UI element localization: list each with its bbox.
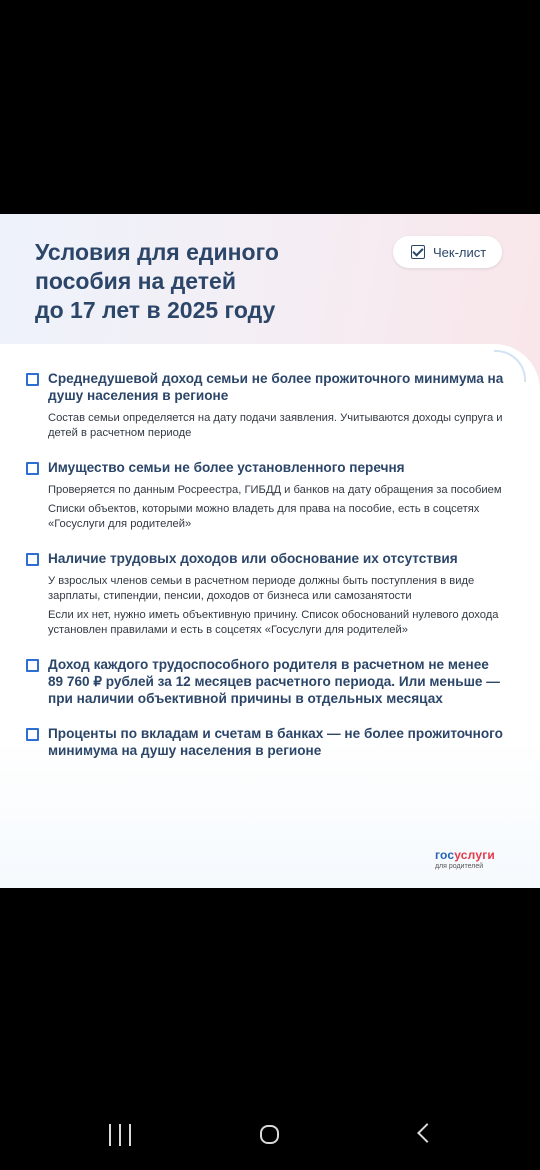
card-title: Условия для единого пособия на детей до 17 лет в 2025 году — [35, 239, 279, 323]
logo-part-2: услуги — [454, 848, 495, 862]
item-heading: Имущество семьи не более установленного перечня — [48, 460, 405, 475]
list-item — [26, 459, 506, 532]
item-detail: У взрослых членов семьи в расчетном периоде должны быть поступления в виде зарплаты, стипендии, пенсии, доходов от бизнеса или самозанятости — [48, 575, 475, 602]
list-item — [26, 550, 506, 638]
checklist-chip — [393, 236, 502, 268]
checkbox-check-icon — [411, 245, 425, 259]
recents-icon[interactable] — [109, 1124, 131, 1146]
item-detail: Состав семьи определяется на дату подачи заявления. Учитываются доходы супруга и детей в расчетном периоде — [48, 412, 503, 439]
list-item — [26, 725, 506, 759]
item-detail: Если их нет, нужно иметь объективную причину. Список обоснований нулевого дохода установлен правилами и есть в соцсетях «Госуслуги для родителей» — [48, 609, 499, 636]
list-item — [26, 370, 506, 441]
system-navigation-bar — [0, 1100, 540, 1170]
chip-label: Чек-лист — [433, 244, 487, 260]
checkbox-icon — [26, 373, 39, 386]
item-detail: Проверяется по данным Росреестра, ГИБДД и банков на дату обращения за пособием — [48, 484, 502, 496]
checkbox-icon — [26, 553, 39, 566]
conditions-list — [26, 370, 506, 777]
back-icon[interactable] — [417, 1123, 437, 1143]
checklist-card — [0, 214, 540, 888]
item-detail: Списки объектов, которыми можно владеть для права на пособие, есть в соцсетях «Госуслуги для родителей» — [48, 503, 480, 530]
list-item — [26, 656, 506, 707]
checkbox-icon — [26, 728, 39, 741]
item-heading: Наличие трудовых доходов или обоснование их отсутствия — [48, 551, 458, 566]
item-heading: Среднедушевой доход семьи не более прожиточного минимума на душу населения в регионе — [48, 371, 504, 403]
logo-part-1: гос — [434, 848, 455, 862]
home-icon[interactable] — [260, 1125, 279, 1144]
logo-subtitle: для родителей — [434, 863, 484, 870]
item-heading: Проценты по вкладам и счетам в банках — не более прожиточного минимума на душу населения в регионе — [48, 726, 503, 758]
conditions-panel — [0, 344, 540, 888]
item-heading: Доход каждого трудоспособного родителя в расчетном не менее 89 760 ₽ рублей за 12 месяцев расчетного периода. Или меньше — при наличии объективной причины в отдельных месяцах — [48, 657, 500, 706]
gosuslugi-logo — [435, 848, 495, 872]
checkbox-icon — [26, 659, 39, 672]
checkbox-icon — [26, 462, 39, 475]
